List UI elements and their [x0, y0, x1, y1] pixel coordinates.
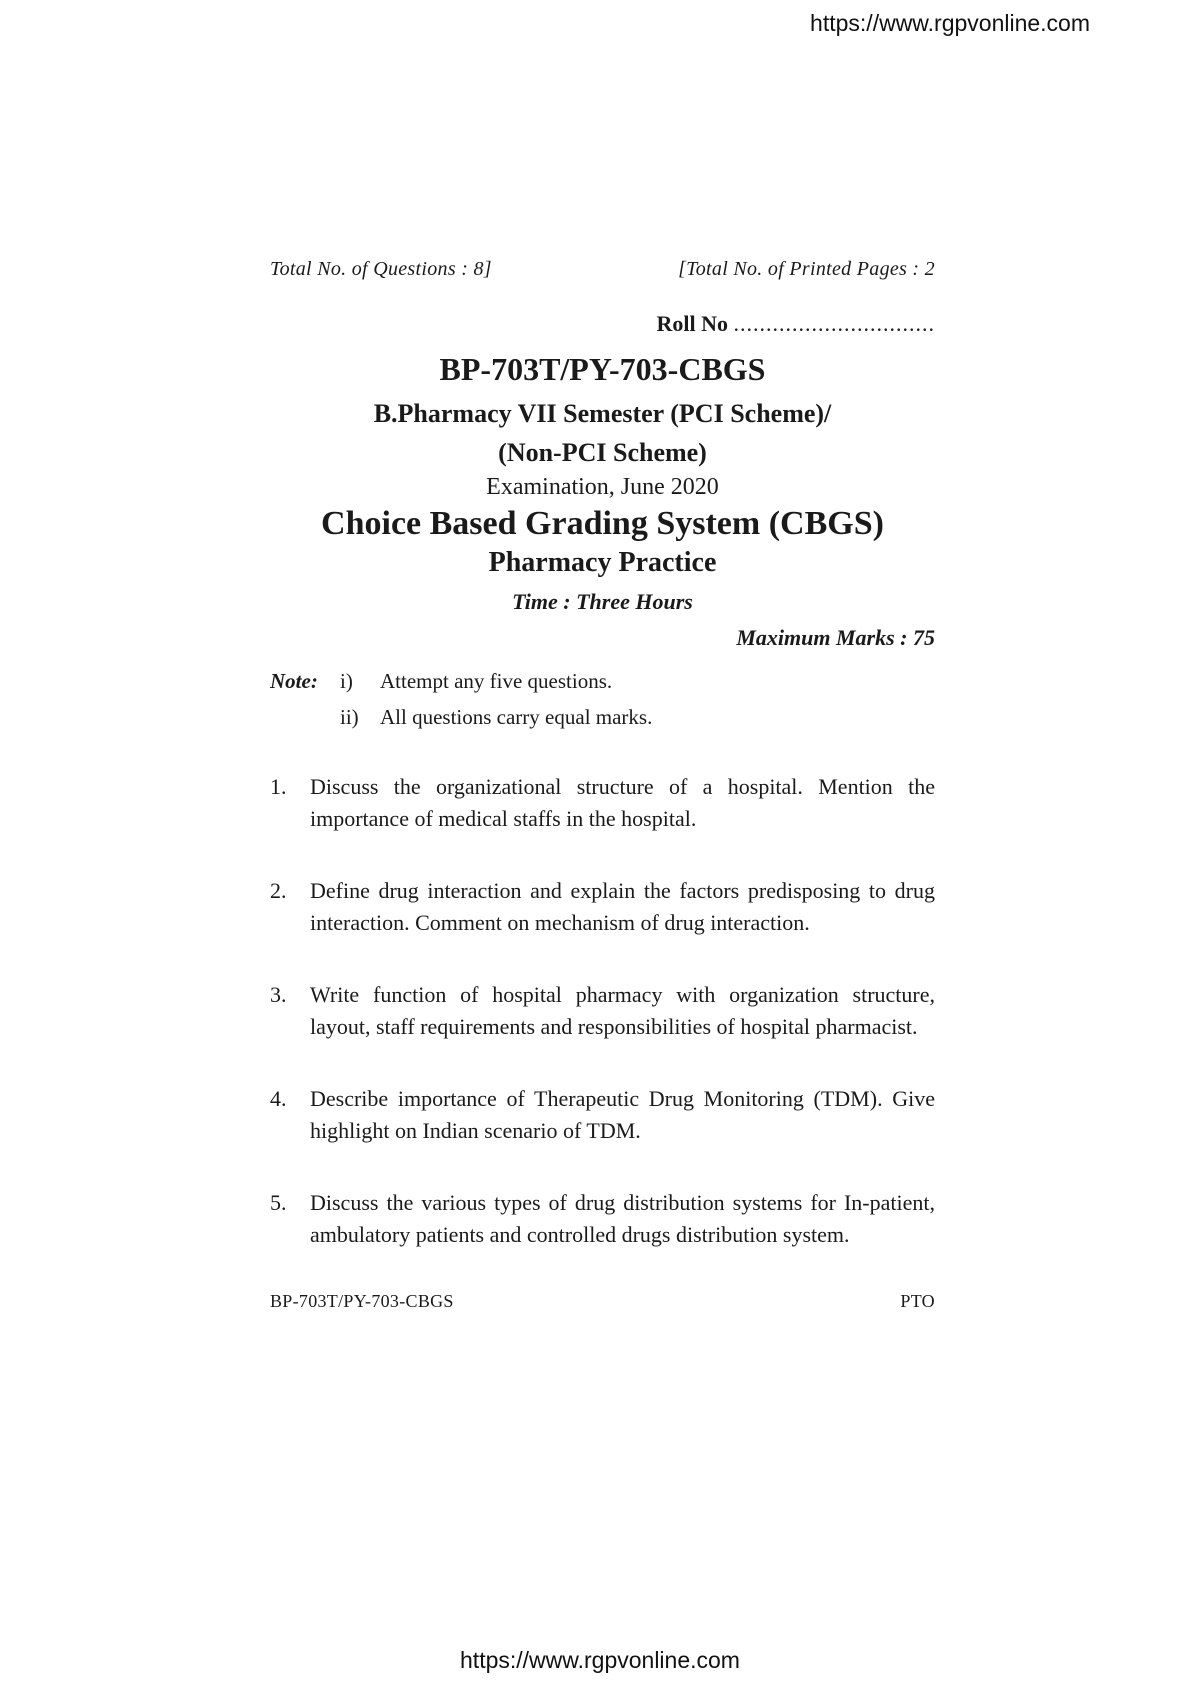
course-line-2: (Non-PCI Scheme) — [498, 438, 707, 467]
question-text: Describe importance of Therapeutic Drug Monitoring (TDM). Give highlight on Indian scenario of TDM. — [310, 1086, 935, 1143]
exam-session: Examination, June 2020 — [486, 474, 719, 500]
note-item — [270, 699, 935, 735]
paper-meta — [270, 258, 935, 281]
total-questions: Total No. of Questions : 8] — [270, 258, 492, 280]
question-item — [270, 1187, 935, 1251]
question-number: 2. — [270, 878, 287, 903]
grading-system: Choice Based Grading System (CBGS) — [321, 505, 884, 542]
roll-label: Roll No — [656, 311, 728, 336]
question-number: 3. — [270, 982, 287, 1007]
roll-number-field — [270, 311, 935, 337]
question-item — [270, 1083, 935, 1147]
footer-paper-code: BP-703T/PY-703-CBGS — [270, 1291, 454, 1311]
question-item — [270, 875, 935, 939]
question-number: 1. — [270, 774, 287, 799]
roll-dots: ............................... — [733, 311, 935, 336]
exam-time: Time : Three Hours — [512, 589, 693, 614]
note-text: Attempt any five questions. — [380, 669, 613, 693]
note-item — [270, 663, 935, 699]
total-pages: [Total No. of Printed Pages : 2 — [678, 258, 935, 280]
watermark-url-top[interactable]: https://www.rgpvonline.com — [810, 10, 1090, 36]
watermark-url-bottom[interactable]: https://www.rgpvonline.com — [460, 1647, 740, 1673]
footer-pto: PTO — [900, 1291, 935, 1311]
question-text: Define drug interaction and explain the factors predisposing to drug interaction. Comment on mechanism of drug interaction. — [310, 878, 935, 935]
instructions — [270, 663, 935, 735]
maximum-marks: Maximum Marks : 75 — [736, 625, 935, 650]
note-number: i) — [340, 669, 353, 693]
paper-code: BP-703T/PY-703-CBGS — [439, 351, 766, 387]
question-text: Discuss the organizational structure of a hospital. Mention the importance of medical staffs in the hospital. — [310, 774, 935, 831]
question-list — [270, 771, 935, 1251]
question-number: 4. — [270, 1086, 287, 1111]
course-line-1: B.Pharmacy VII Semester (PCI Scheme)/ — [373, 399, 832, 428]
course-title — [270, 394, 935, 472]
note-text: All questions carry equal marks. — [380, 705, 653, 729]
question-item — [270, 979, 935, 1043]
question-text: Write function of hospital pharmacy with organization structure, layout, staff requirements and responsibilities of hospital pharmacist. — [310, 982, 935, 1039]
question-item — [270, 771, 935, 835]
question-number: 5. — [270, 1190, 287, 1215]
question-paper — [270, 258, 935, 1312]
question-text: Discuss the various types of drug distribution systems for In-patient, ambulatory patients and controlled drugs distribution system. — [310, 1190, 935, 1247]
page-footer — [270, 1291, 935, 1312]
note-number: ii) — [340, 705, 359, 729]
note-label: Note: — [270, 669, 318, 693]
subject-title: Pharmacy Practice — [488, 547, 717, 578]
